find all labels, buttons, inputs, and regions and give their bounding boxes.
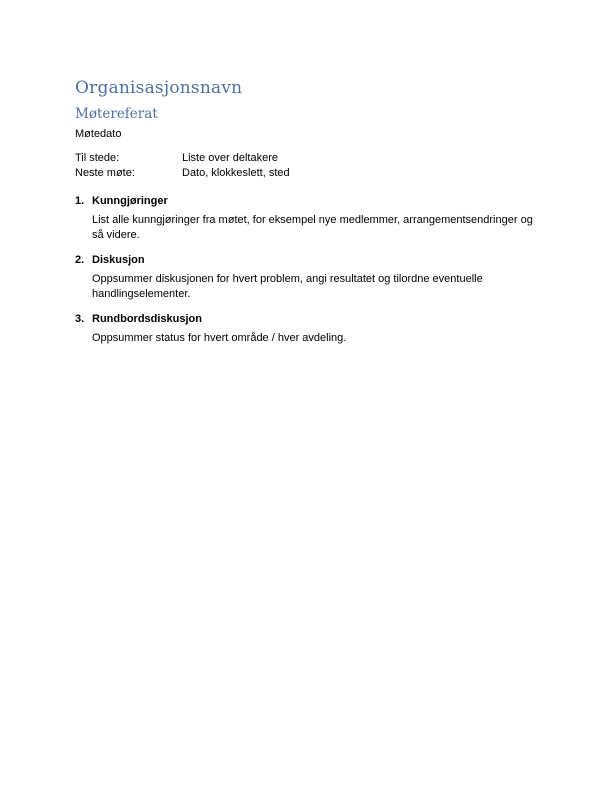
agenda-item-announcements (75, 194, 545, 243)
agenda-body: List alle kunngjøringer fra møtet, for eksempel nye medlemmer, arrangementsendringer og så videre. (92, 214, 533, 241)
agenda-heading (75, 194, 545, 208)
document-title: Møtereferat (75, 106, 158, 122)
meeting-date: Møtedato (75, 128, 122, 140)
next-meeting-label: Neste møte: (75, 167, 135, 179)
attendees-label: Til stede: (75, 152, 120, 164)
next-meeting-row (75, 167, 290, 179)
agenda-heading-text: Rundbordsdiskusjon (92, 313, 202, 325)
agenda-number: 2. (75, 254, 85, 266)
attendees-row (75, 152, 278, 164)
agenda-heading (75, 253, 545, 267)
agenda-heading-text: Kunngjøringer (92, 195, 168, 207)
agenda-body: Oppsummer status for hvert område / hver avdeling. (92, 332, 347, 344)
agenda-number: 3. (75, 313, 85, 325)
agenda-item-discussion (75, 253, 545, 302)
agenda-list (75, 194, 545, 356)
attendees-value: Liste over deltakere (182, 152, 278, 164)
next-meeting-value: Dato, klokkeslett, sted (182, 167, 290, 179)
agenda-body: Oppsummer diskusjonen for hvert problem, angi resultatet og tilordne eventuelle handlingselementer. (92, 273, 483, 300)
agenda-heading-text: Diskusjon (92, 254, 145, 266)
agenda-number: 1. (75, 195, 85, 207)
agenda-item-roundtable (75, 312, 545, 346)
agenda-heading (75, 312, 545, 326)
organization-name: Organisasjonsnavn (75, 78, 243, 98)
